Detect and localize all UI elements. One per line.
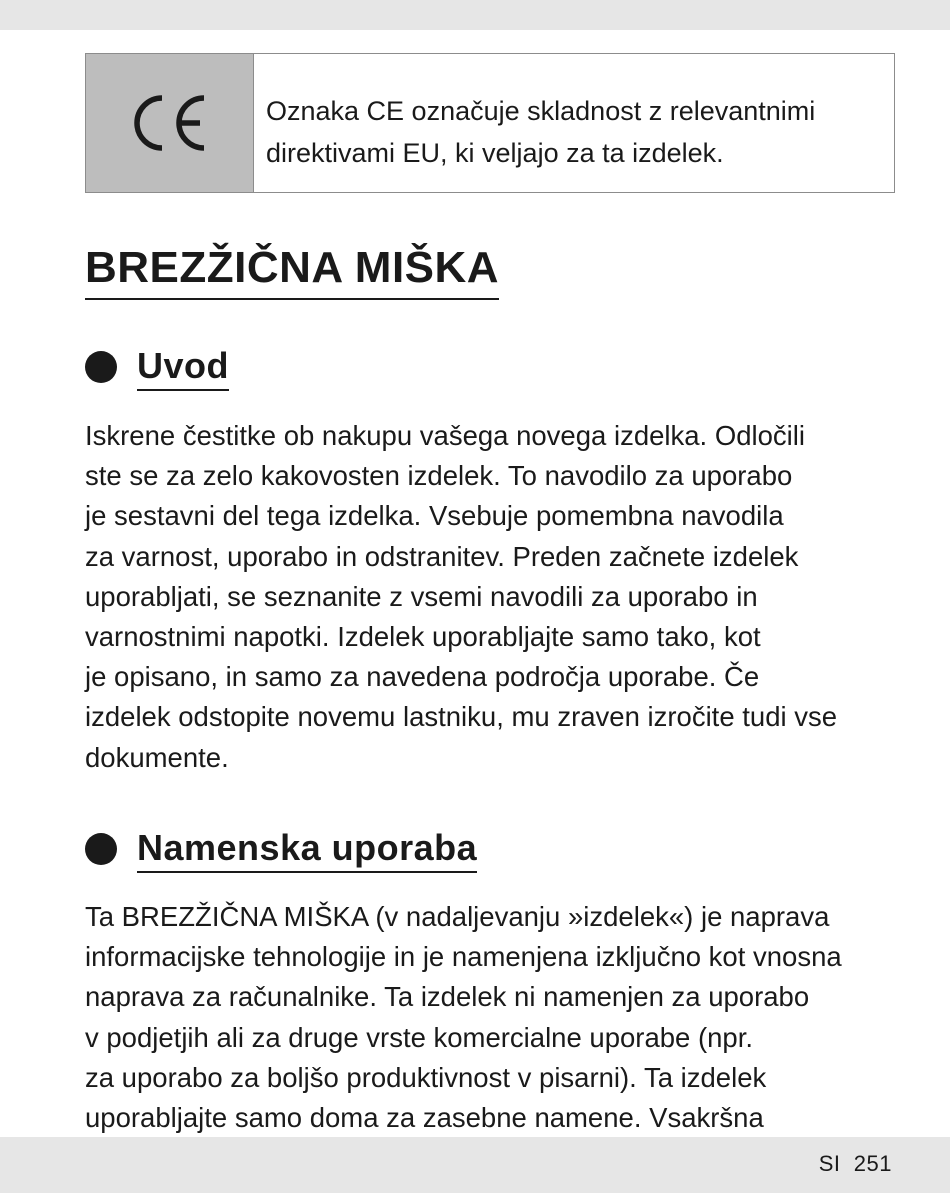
paragraph-uvod xyxy=(85,416,885,778)
text-line: za uporabo za boljšo produktivnost v pisarni). Ta izdelek xyxy=(85,1061,767,1093)
section-heading-text: Uvod xyxy=(137,343,229,391)
text-line: za varnost, uporabo in odstranitev. Preden začnete izdelek xyxy=(85,540,799,572)
text-line: informacijske tehnologije in je namenjena izključno kot vnosna xyxy=(85,941,842,973)
text-line: Iskrene čestitke ob nakupu vašega novega izdelka. Odločili xyxy=(85,420,806,451)
text-line: izdelek odstopite novemu lastniku, mu zraven izročite tudi vse xyxy=(85,701,838,733)
text-line: naprava za računalnike. Ta izdelek ni namenjen za uporabo xyxy=(85,981,810,1013)
page-number xyxy=(819,1151,892,1177)
text-line: varnostnimi napotki. Izdelek uporabljajte samo tako, kot xyxy=(85,621,761,653)
text-line: dokumente. xyxy=(85,741,229,773)
section-heading-namenska-uporaba xyxy=(85,825,477,873)
text-line: ste se za zelo kakovosten izdelek. To navodilo za uporabo xyxy=(85,460,793,492)
paragraph-namenska-uporaba xyxy=(85,897,885,1138)
footer-page: 251 xyxy=(853,1151,892,1176)
ce-mark-icon xyxy=(128,92,212,154)
text-line: Ta BREZŽIČNA MIŠKA (v nadaljevanju »izdelek«) je naprava xyxy=(85,901,830,932)
ce-notice-text: Oznaka CE označuje skladnost z relevantnimi direktivami EU, ki veljajo za ta izdelek. xyxy=(266,96,816,168)
section-heading-text: Namenska uporaba xyxy=(137,825,477,873)
bullet-icon xyxy=(85,833,117,865)
text-line: je sestavni del tega izdelka. Vsebuje pomembna navodila xyxy=(85,500,784,532)
document-title: BREZŽIČNA MIŠKA xyxy=(85,238,499,300)
ce-notice-box xyxy=(85,53,895,193)
text-line: uporabljajte samo doma za zasebne namene. Vsakršna xyxy=(85,1102,764,1134)
bullet-icon xyxy=(85,351,117,383)
footer-band xyxy=(0,1137,950,1193)
top-margin-band xyxy=(0,0,950,30)
text-line: v podjetjih ali za druge vrste komercialne uporabe (npr. xyxy=(85,1021,754,1053)
section-heading-uvod xyxy=(85,343,229,391)
footer-language: SI xyxy=(818,1151,841,1176)
text-line: uporabljati, se seznanite z vsemi navodili za uporabo in xyxy=(85,580,758,612)
ce-mark-cell xyxy=(86,54,254,192)
text-line: je opisano, in samo za navedena področja uporabe. Če xyxy=(85,661,760,693)
